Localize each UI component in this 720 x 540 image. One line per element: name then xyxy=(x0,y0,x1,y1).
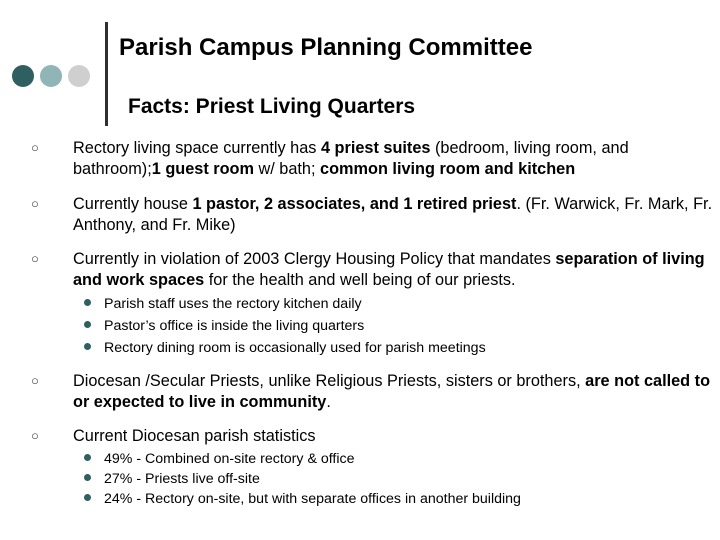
bullet-rectory-space xyxy=(31,138,718,180)
light-teal-dot xyxy=(40,65,62,87)
bullet-text-segment: 1 guest room xyxy=(151,160,254,178)
sub-bullet-stat-separate xyxy=(104,490,704,508)
dot-bullet-icon xyxy=(84,321,91,328)
sub-bullet-text: 49% - Combined on-site rectory & office xyxy=(104,451,355,467)
sub-bullet-dining xyxy=(104,339,704,357)
bullet-text-segment: Currently in violation of 2003 Clergy Housing Policy that mandates xyxy=(73,250,556,268)
dot-bullet-icon xyxy=(84,474,91,481)
sub-bullet-text: 27% - Priests live off-site xyxy=(104,471,260,487)
sub-bullet-stat-offsite xyxy=(104,470,704,488)
bullet-text-segment: Current Diocesan parish statistics xyxy=(73,427,316,445)
dot-bullet-icon xyxy=(84,343,91,350)
sub-bullet-kitchen xyxy=(104,295,704,313)
sub-bullet-text: Parish staff uses the rectory kitchen daily xyxy=(104,296,362,312)
dot-bullet-icon xyxy=(84,299,91,306)
bullet-parish-statistics xyxy=(31,426,718,447)
bullet-text-segment: . xyxy=(326,393,331,411)
dot-bullet-icon xyxy=(84,494,91,501)
sub-bullet-office xyxy=(104,317,704,335)
title-divider xyxy=(105,22,108,126)
dark-teal-dot xyxy=(12,65,34,87)
bullet-diocesan-priests xyxy=(31,371,718,413)
ring-bullet-icon: ○ xyxy=(31,196,39,211)
grey-dot xyxy=(68,65,90,87)
slide-title: Parish Campus Planning Committee xyxy=(119,34,533,61)
ring-bullet-icon: ○ xyxy=(31,251,39,266)
bullet-text-segment: for the health and well being of our priests. xyxy=(204,271,516,289)
bullet-text-segment: Rectory living space currently has xyxy=(73,139,321,157)
bullet-text-segment: Currently house xyxy=(73,195,193,213)
bullet-text-segment: (bedroom, living room, and bathroom); xyxy=(73,139,629,178)
ring-bullet-icon: ○ xyxy=(31,428,39,443)
bullet-text-segment: 4 priest suites xyxy=(320,139,431,157)
dot-bullet-icon xyxy=(84,454,91,461)
sub-bullet-text: Rectory dining room is occasionally used for parish meetings xyxy=(104,340,486,356)
bullet-text-segment: are not called to or expected to live in community xyxy=(73,372,711,411)
bullet-text-segment: w/ bath; xyxy=(253,160,321,178)
bullet-text-segment: . (Fr. Warwick, Fr. Mark, Fr. Anthony, and Fr. Mike) xyxy=(73,195,713,234)
sub-bullet-text: 24% - Rectory on-site, but with separate offices in another building xyxy=(104,491,521,507)
bullet-text-segment: Diocesan /Secular Priests, unlike Religious Priests, sisters or brothers, xyxy=(73,372,586,390)
bullet-text-segment: 1 pastor, 2 associates, and 1 retired priest xyxy=(192,195,517,213)
sub-bullet-text: Pastor’s office is inside the living quarters xyxy=(104,318,365,334)
ring-bullet-icon: ○ xyxy=(31,140,39,155)
slide-subtitle: Facts: Priest Living Quarters xyxy=(128,95,416,118)
ring-bullet-icon: ○ xyxy=(31,373,39,388)
bullet-current-residents xyxy=(31,194,718,236)
sub-bullet-stat-combined xyxy=(104,450,704,468)
bullet-policy-violation xyxy=(31,249,718,291)
bullet-text-segment: separation of living and work spaces xyxy=(73,250,705,289)
bullet-text-segment: common living room and kitchen xyxy=(320,160,576,178)
